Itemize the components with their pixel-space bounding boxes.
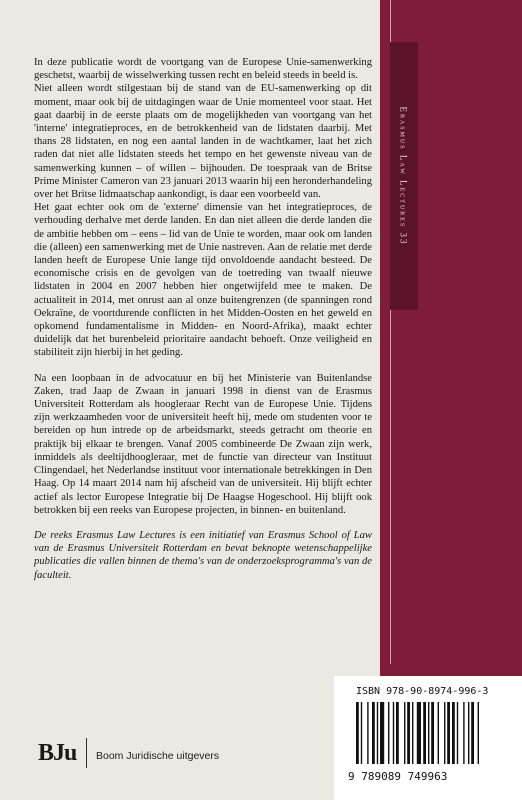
paragraph-internal: Niet alleen wordt stilgestaan bij de stand van de EU-samenwerking op dit moment, maar ook bij de uitdagingen waar de Unie momenteel voor staat. Het gaat daarbij in de eerste plaats om de mogelijkheden van voortgang van het 'interne' integratieproces, en de betrokkenheid van de lidstaten daarbij. Met thans 28 lidstaten, en nog een aantal landen in de wachtkamer, laat het zich raden dat niet alle lidstaten steeds het tempo en het gewenste niveau van de samenwerking kunnen – of willen – bijhouden. De toespraak van de Britse Prime Minister Cameron van 23 januari 2013 waarin hij een heronderhandeling over het Britse lidmaatschap aankondigt, is daar een voorbeeld van. xyxy=(34,83,372,201)
back-cover-text xyxy=(34,56,372,582)
paragraph-author-bio: Na een loopbaan in de advocatuur en bij het Ministerie van Buitenlandse Zaken, trad Jaap de Zwaan in januari 1998 in dienst van de Erasmus Universiteit Rotterdam als hoogleraar Recht van de Europese Unie. Tijdens zijn werkzaamheden voor de universiteit heeft hij, mede om studenten voor te bereiden op hun intrede op de arbeidsmarkt, steeds getracht om theorie en praktijk bij elkaar te brengen. Vanaf 2005 combineerde De Zwaan zijn werk, inmiddels als deeltijdhoogleraar, met de functie van directeur van Instituut Clingendael, het Nederlandse instituut voor internationale betrekkingen in Den Haag. Op 14 maart 2014 nam hij afscheid van de universiteit. Hij blijft echter actief als lector Europese Integratie bij De Haagse Hogeschool. Hij blijft ook betrokken bij een reeks van Europese projecten, in binnen- en buitenland. xyxy=(34,372,372,516)
barcode xyxy=(356,702,516,764)
publisher-divider xyxy=(86,738,87,768)
series-title: Erasmus Law Lectures 33 xyxy=(399,106,410,246)
paragraph-intro: In deze publicatie wordt de voortgang van de Europese Unie-samenwerking geschetst, waarbij de wisselwerking tussen recht en beleid steeds in beeld is. xyxy=(34,57,372,82)
series-tab xyxy=(390,42,418,310)
barcode-digits: 9 789089 749963 xyxy=(348,770,448,783)
paragraph-series-note: De reeks Erasmus Law Lectures is een initiatief van Erasmus School of Law van de Erasmus Universiteit Rotterdam en bevat beknopte wetenschappelijke publicaties die vallen binnen de thema's van de onderzoeksprogramma's van de faculteit. xyxy=(34,529,372,581)
publisher-name: Boom Juridische uitgevers xyxy=(96,750,220,762)
isbn-label: ISBN 978-90-8974-996-3 xyxy=(356,686,489,697)
paragraph-external: Het gaat echter ook om de 'externe' dimensie van het integratieproces, de verhouding derhalve met derde landen. En dan niet alleen die derde landen die de ambitie hebben om – eens – lid van de Unie te worden, maar ook om landen die (alleen) een samenwerking met de Unie nastreven. Aan de relatie met derde landen heeft de Europese Unie lange tijd onvoldoende aandacht besteed. De economische crisis en de gevolgen van de toetreding van twaalf nieuwe lidstaten in 2004 en 2007 hebben hier ongetwijfeld mee te maken. De actualiteit in 2014, met onrust aan al onze buitengrenzen (de spanningen rond Oekraïne, de voortdurende conflicten in het Midden-Oosten en het geweld en opkomend fundamentalisme in Midden- en Noord-Afrika), maakt echter duidelijk dat het burenbeleid prioritaire aandacht behoeft. Onze veiligheid en stabiliteit zijn hierbij in het geding. xyxy=(34,202,372,359)
publisher-logo: BJu xyxy=(38,740,77,766)
